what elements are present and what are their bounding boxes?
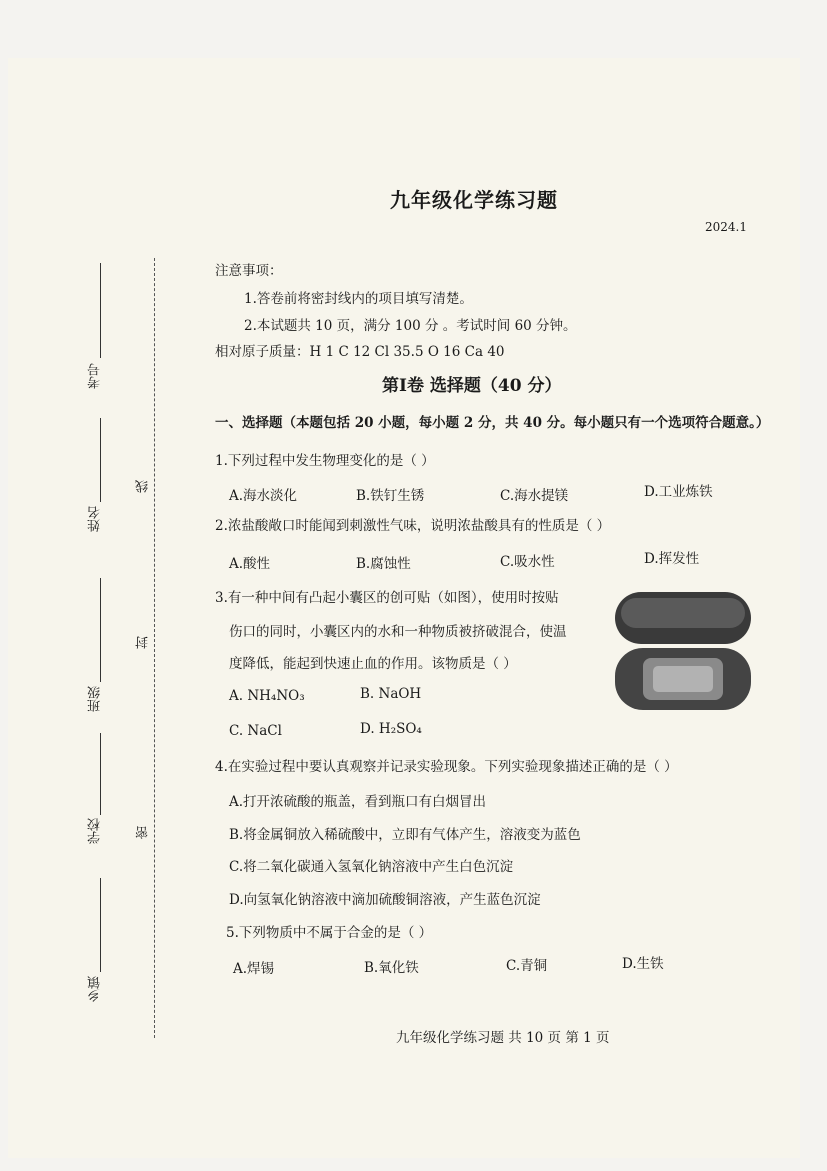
q2-option-c: C.吸水性	[500, 554, 555, 570]
label-class: 班级	[88, 686, 103, 712]
section-title: 一、选择题（本题包括 20 小题，每小题 2 分，共 40 分。每小题只有一个选项符合题意。）	[215, 415, 770, 431]
exam-page	[8, 58, 800, 1158]
q1-option-b: B.铁钉生锈	[356, 488, 425, 504]
q2-option-d: D.挥发性	[644, 551, 700, 567]
question-3-line-2: 伤口的同时，小囊区内的水和一种物质被挤破混合，使温	[229, 624, 567, 640]
question-1: 1.下列过程中发生物理变化的是（ ）	[215, 453, 435, 469]
q4-option-d: D.向氢氧化钠溶液中滴加硫酸铜溶液，产生蓝色沉淀	[229, 892, 541, 908]
bandage-top-sheen	[621, 598, 745, 628]
q2-option-b: B.腐蚀性	[356, 556, 411, 572]
line-school	[100, 733, 101, 815]
part-title: 第Ⅰ卷 选择题（40 分）	[382, 376, 562, 396]
page-footer: 九年级化学练习题 共 10 页 第 1 页	[396, 1030, 610, 1046]
binding-margin	[8, 58, 158, 1158]
q4-option-c: C.将二氧化碳通入氢氧化钠溶液中产生白色沉淀	[229, 859, 514, 875]
q2-option-a: A.酸性	[229, 556, 271, 572]
line-exam-number	[100, 263, 101, 358]
q4-option-a: A.打开浓硫酸的瓶盖，看到瓶口有白烟冒出	[229, 794, 487, 810]
label-school: 学校	[88, 818, 103, 844]
q5-option-d: D.生铁	[622, 956, 664, 972]
q1-option-a: A.海水淡化	[229, 488, 298, 504]
exam-date: 2024.1	[705, 220, 747, 234]
notice-title: 注意事项：	[215, 263, 283, 279]
q3-option-c: C. NaCl	[229, 723, 282, 739]
notice-item-2: 2.本试题共 10 页，满分 100 分 。考试时间 60 分钟。	[244, 318, 577, 334]
q1-option-c: C.海水提镁	[500, 488, 569, 504]
label-name: 姓名	[88, 506, 103, 532]
line-name	[100, 418, 101, 502]
atomic-mass: 相对原子质量：H 1 C 12 Cl 35.5 O 16 Ca 40	[215, 344, 505, 360]
exam-title: 九年级化学练习题	[390, 188, 558, 212]
q5-option-a: A.焊锡	[233, 961, 275, 977]
question-4: 4.在实验过程中要认真观察并记录实验现象。下列实验现象描述正确的是（ ）	[215, 759, 678, 775]
seal-char-secret: 密	[136, 826, 151, 839]
seal-char-line: 线	[136, 480, 151, 493]
bandage-image	[613, 586, 753, 716]
question-2: 2.浓盐酸敞口时能闻到刺激性气味，说明浓盐酸具有的性质是（ ）	[215, 518, 611, 534]
label-township: 乡镇	[88, 976, 103, 1002]
label-exam-number: 考号	[88, 363, 103, 389]
line-township	[100, 878, 101, 972]
question-5: 5.下列物质中不属于合金的是（ ）	[226, 925, 433, 941]
q1-option-d: D.工业炼铁	[644, 484, 713, 500]
seal-char-seal: 封	[136, 636, 151, 649]
q3-option-b: B. NaOH	[360, 686, 422, 702]
question-3-line-1: 3.有一种中间有凸起小囊区的创可贴（如图），使用时按贴	[215, 590, 559, 606]
bandage-pouch	[653, 666, 713, 692]
q5-option-b: B.氧化铁	[364, 960, 419, 976]
q3-option-d: D. H₂SO₄	[360, 721, 422, 737]
q3-option-a: A. NH₄NO₃	[229, 688, 305, 704]
q5-option-c: C.青铜	[506, 958, 548, 974]
q4-option-b: B.将金属铜放入稀硫酸中，立即有气体产生，溶液变为蓝色	[229, 827, 581, 843]
seal-dashed-line	[154, 258, 155, 1038]
line-class	[100, 578, 101, 682]
notice-item-1: 1.答卷前将密封线内的项目填写清楚。	[244, 291, 473, 307]
question-3-line-3: 度降低，能起到快速止血的作用。该物质是（ ）	[229, 656, 517, 672]
